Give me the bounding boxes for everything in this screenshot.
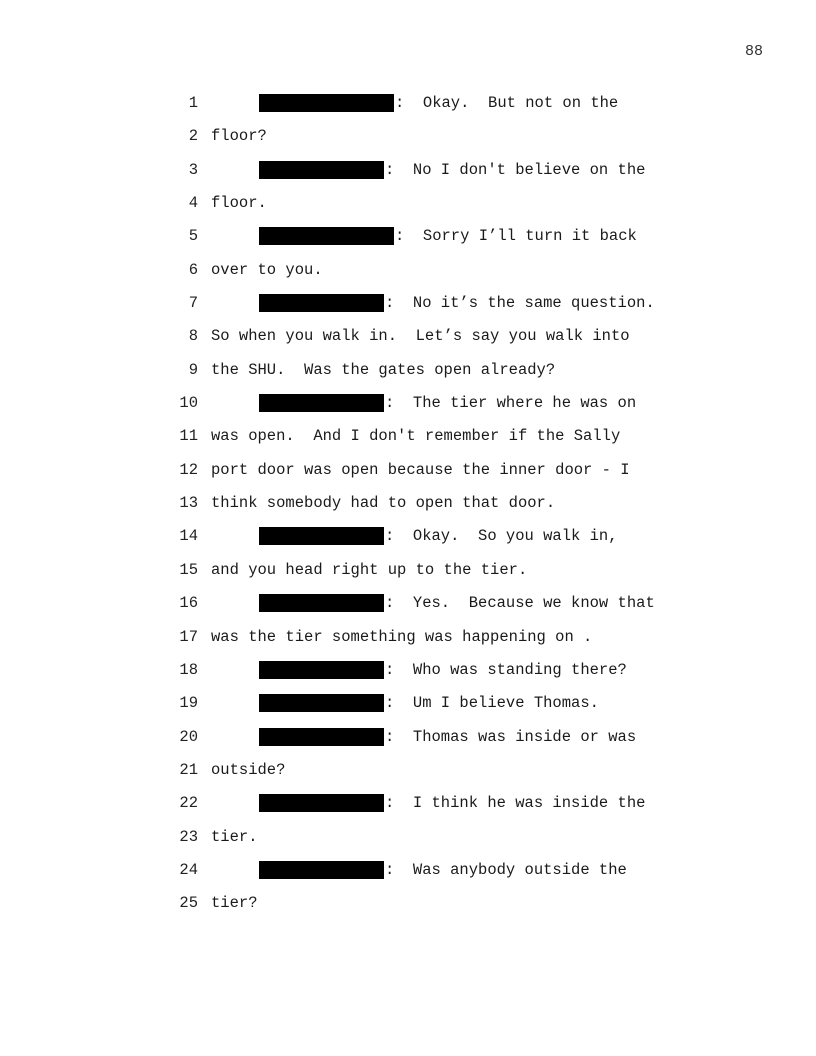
line-number: 17 — [179, 627, 198, 646]
speech-text: : Um I believe Thomas. — [385, 694, 599, 713]
transcript-line — [0, 787, 816, 820]
transcript-body — [0, 87, 816, 921]
speech-text: : Was anybody outside the — [385, 860, 627, 879]
line-number: 2 — [188, 127, 198, 146]
speaker-redaction-bar — [259, 294, 384, 312]
speaker-redaction-bar — [259, 728, 384, 746]
speech-text: : Who was standing there? — [385, 660, 627, 679]
transcript-line — [0, 854, 816, 887]
line-number: 4 — [188, 194, 198, 213]
line-number: 10 — [179, 394, 198, 413]
continuation-text: was the tier something was happening on . — [211, 627, 593, 646]
transcript-line — [0, 420, 816, 453]
line-number: 3 — [188, 160, 198, 179]
line-number: 5 — [188, 227, 198, 246]
page-number: 88 — [744, 43, 763, 60]
transcript-line — [0, 387, 816, 420]
line-number: 6 — [188, 260, 198, 279]
transcript-line — [0, 354, 816, 387]
continuation-text: port door was open because the inner door - I — [211, 460, 630, 479]
speaker-redaction-bar — [259, 661, 384, 679]
transcript-line — [0, 687, 816, 720]
continuation-text: floor? — [211, 127, 267, 146]
transcript-line — [0, 821, 816, 854]
transcript-line — [0, 520, 816, 553]
speech-text: : Yes. Because we know that — [385, 594, 655, 613]
transcript-line — [0, 721, 816, 754]
line-number: 14 — [179, 527, 198, 546]
continuation-text: tier? — [211, 894, 258, 913]
continuation-text: So when you walk in. Let’s say you walk into — [211, 327, 630, 346]
continuation-text: think somebody had to open that door. — [211, 494, 556, 513]
transcript-line — [0, 320, 816, 353]
speech-text: : The tier where he was on — [385, 394, 637, 413]
speaker-redaction-bar — [259, 227, 394, 245]
continuation-text: outside? — [211, 760, 286, 779]
speech-text: : Okay. So you walk in, — [385, 527, 618, 546]
speaker-redaction-bar — [259, 394, 384, 412]
speech-text: : No it’s the same question. — [385, 294, 655, 313]
transcript-line — [0, 154, 816, 187]
line-number: 16 — [179, 594, 198, 613]
transcript-line — [0, 754, 816, 787]
transcript-line — [0, 887, 816, 920]
line-number: 7 — [188, 294, 198, 313]
continuation-text: the SHU. Was the gates open already? — [211, 360, 556, 379]
line-number: 9 — [188, 360, 198, 379]
speaker-redaction-bar — [259, 594, 384, 612]
continuation-text: over to you. — [211, 260, 323, 279]
speaker-redaction-bar — [259, 694, 384, 712]
transcript-line — [0, 554, 816, 587]
speech-text: : No I don't believe on the — [385, 160, 646, 179]
speaker-redaction-bar — [259, 794, 384, 812]
transcript-line — [0, 220, 816, 253]
line-number: 22 — [179, 794, 198, 813]
line-number: 19 — [179, 694, 198, 713]
speech-text: : Thomas was inside or was — [385, 727, 637, 746]
transcript-line — [0, 287, 816, 320]
transcript-line — [0, 454, 816, 487]
line-number: 13 — [179, 494, 198, 513]
continuation-text: floor. — [211, 194, 267, 213]
line-number: 23 — [179, 827, 198, 846]
transcript-line — [0, 120, 816, 153]
transcript-line — [0, 254, 816, 287]
line-number: 24 — [179, 860, 198, 879]
transcript-line — [0, 187, 816, 220]
continuation-text: and you head right up to the tier. — [211, 560, 528, 579]
line-number: 15 — [179, 560, 198, 579]
continuation-text: was open. And I don't remember if the Sally — [211, 427, 621, 446]
speaker-redaction-bar — [259, 94, 394, 112]
transcript-line — [0, 587, 816, 620]
continuation-text: tier. — [211, 827, 258, 846]
line-number: 20 — [179, 727, 198, 746]
line-number: 21 — [179, 760, 198, 779]
speech-text: : Okay. But not on the — [395, 94, 619, 112]
transcript-line — [0, 487, 816, 520]
transcript-line — [0, 621, 816, 654]
line-number: 25 — [179, 894, 198, 913]
speech-text: : I think he was inside the — [385, 794, 646, 813]
line-number: 12 — [179, 460, 198, 479]
speech-text: : Sorry I’ll turn it back — [395, 227, 637, 246]
transcript-line — [0, 87, 816, 120]
transcript-line — [0, 654, 816, 687]
line-number: 1 — [188, 94, 198, 112]
speaker-redaction-bar — [259, 161, 384, 179]
line-number: 11 — [179, 427, 198, 446]
line-number: 8 — [188, 327, 198, 346]
line-number: 18 — [179, 660, 198, 679]
speaker-redaction-bar — [259, 861, 384, 879]
speaker-redaction-bar — [259, 527, 384, 545]
